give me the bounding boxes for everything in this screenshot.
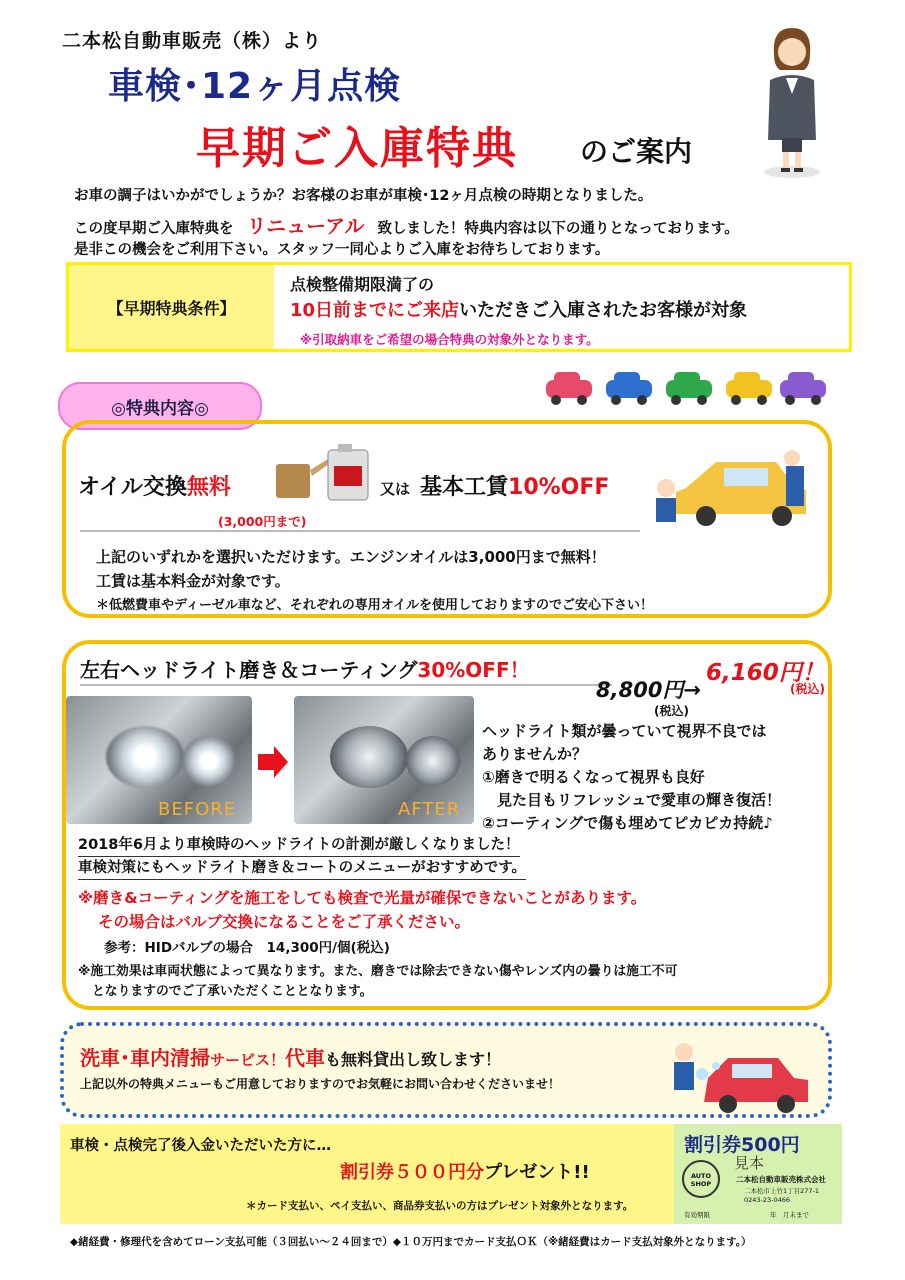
coupon-card-title: 割引券500円 bbox=[684, 1134, 800, 1156]
headlight-warn1: ※磨き&コーティングを施工をしても検査で光量が確保できないことがあります。 bbox=[78, 889, 647, 907]
title-line2-black: のご案内 bbox=[580, 135, 693, 168]
colorful-cars-illustration bbox=[540, 360, 830, 412]
oil-title bbox=[78, 470, 231, 501]
receptionist-illustration bbox=[752, 20, 832, 180]
after-photo bbox=[294, 696, 474, 824]
conditions-line2-black: いただきご入庫されたお客様が対象 bbox=[459, 300, 748, 321]
price-tax1: (税込) bbox=[654, 704, 689, 718]
oil-labor-a: 基本工賃 bbox=[420, 475, 509, 500]
side-line3: ①磨きで明るくなって視界も良好 bbox=[482, 768, 705, 786]
coupon-note: ＊カード支払い、ペイ支払い、商品券支払いの方はプレゼント対象外となります。 bbox=[246, 1200, 634, 1212]
oil-title-free: 無料 bbox=[186, 475, 231, 500]
oil-limit-note: (3,000円まで) bbox=[218, 514, 307, 529]
before-photo bbox=[66, 696, 252, 824]
oil-desc3: ＊低燃費車やディーゼル車など、それぞれの専用オイルを使用しておりますのでご安心下さい！ bbox=[96, 598, 654, 613]
coupon-card bbox=[674, 1124, 842, 1224]
coupon-card-address: 二本松市上竹1丁目277-1 bbox=[744, 1187, 820, 1195]
oil-can-icon bbox=[270, 440, 374, 502]
oil-desc2: 工賃は基本料金が対象です。 bbox=[96, 572, 290, 590]
intro-line3: 是非この機会をご利用下さい。スタッフ一同心よりご入庫をお待ちしております。 bbox=[74, 242, 610, 258]
right-arrow-icon bbox=[256, 744, 290, 780]
oil-connector: 又は bbox=[380, 480, 411, 498]
headlight-side-text bbox=[482, 720, 781, 835]
wash-title bbox=[80, 1042, 501, 1071]
coupon-card-shop: AUTO SHOP bbox=[690, 1172, 712, 1188]
oil-labor-off: 10%OFF bbox=[508, 475, 610, 500]
intro-line2 bbox=[74, 210, 739, 239]
after-label: AFTER bbox=[398, 799, 461, 820]
conditions-line2-red: 10日前までにご来店 bbox=[290, 300, 460, 321]
headlight-title-off: 30%OFF！ bbox=[417, 658, 530, 682]
side-line1: ヘッドライト類が曇っていて視界不良では bbox=[482, 722, 767, 740]
coupon-line2-black: プレゼント!! bbox=[484, 1162, 590, 1183]
title-line1: 車検･12ヶ月点検 bbox=[108, 66, 402, 107]
oil-desc1: 上記のいずれかを選択いただけます。エンジンオイルは3,000円まで無料！ bbox=[96, 548, 606, 566]
conditions-line1: 点検整備期限満了の bbox=[290, 275, 435, 294]
footer-note: ◆緒経費・修理代を含めてローン支払可能（３回払い～２４回まで）◆１０万円までカード支払ＯＫ（※緒経費はカード支払対象外となります。） bbox=[70, 1236, 752, 1248]
intro-line1: お車の調子はいかがでしょうか？お客様のお車が車検･12ヶ月点検の時期となりました。 bbox=[74, 188, 653, 204]
coupon-card-footer-a: 有効期限 bbox=[684, 1211, 710, 1219]
oil-divider bbox=[80, 530, 640, 532]
wash-title-red3: 代車 bbox=[285, 1046, 326, 1070]
headlight-note1: 2018年6月より車検時のヘッドライトの計測が厳しくなりました！ bbox=[78, 834, 520, 857]
mechanic-car-illustration bbox=[646, 448, 816, 528]
benefits-heading: ◎特典内容◎ bbox=[58, 382, 262, 430]
intro-line2-b: 致しました！特典内容は以下の通りとなっております。 bbox=[377, 221, 739, 237]
before-label: BEFORE bbox=[158, 799, 237, 820]
headlight-warn2: その場合はバルブ交換になることをご了承ください。 bbox=[98, 913, 471, 931]
headlight-divider bbox=[80, 684, 612, 686]
headlight-title bbox=[80, 654, 530, 683]
side-line4: 見た目もリフレッシュで愛車の輝き復活！ bbox=[482, 791, 781, 809]
headlight-ref: 参考：HIDバルブの場合 14,300円/個(税込) bbox=[104, 940, 390, 956]
renewal-highlight: リニューアル bbox=[246, 214, 365, 238]
coupon-card-company: 二本松自動車販売株式会社 bbox=[736, 1175, 826, 1184]
coupon-line1: 車検・点検完了後入金いただいた方に… bbox=[70, 1138, 331, 1154]
side-line5: ②コーティングで傷も埋めてピカピカ持続♪ bbox=[482, 814, 773, 832]
oil-labor-title bbox=[420, 470, 609, 501]
coupon-line2 bbox=[340, 1158, 590, 1184]
coupon-card-footer-b: 年 月末まで bbox=[770, 1211, 809, 1219]
conditions-label: 【早期特典条件】 bbox=[69, 265, 274, 349]
coupon-card-tel: 0243-23-0466 bbox=[744, 1196, 791, 1204]
coupon-line2-red: 割引券５００円分 bbox=[340, 1162, 484, 1183]
price-after: 6,160円！ bbox=[706, 660, 825, 686]
car-wash-illustration bbox=[668, 1034, 818, 1114]
sender-line: 二本松自動車販売（株）より bbox=[62, 30, 323, 52]
wash-title-red1: 洗車･車内清掃 bbox=[80, 1046, 210, 1070]
intro-line2-a: この度早期ご入庫特典を bbox=[74, 221, 234, 237]
title-line2-red: 早期ご入庫特典 bbox=[196, 123, 518, 174]
conditions-note: ※引取納車をご希望の場合特典の対象外となります。 bbox=[300, 332, 599, 347]
conditions-line2 bbox=[290, 296, 747, 322]
headlight-title-a: 左右ヘッドライト磨き＆コーティング bbox=[80, 658, 418, 682]
headlight-fine1: ※施工効果は車両状態によって異なります。また、磨きでは除去できない傷やレンズ内の曇りは施工不可 bbox=[78, 964, 678, 979]
headlight-note2: 車検対策にもヘッドライト磨き＆コートのメニューがおすすめです。 bbox=[78, 857, 526, 880]
price-before: 8,800円→ bbox=[596, 678, 702, 702]
side-line2: ありませんか？ bbox=[482, 745, 588, 763]
headlight-notes bbox=[78, 834, 526, 880]
headlight-fine2: となりますのでご了承いただくこととなります。 bbox=[92, 984, 373, 999]
coupon-card-sample: 見本 bbox=[734, 1154, 765, 1172]
wash-title-black: も無料貸出し致します！ bbox=[325, 1050, 502, 1069]
wash-title-red2: サービス！ bbox=[210, 1051, 286, 1069]
oil-title-a: オイル交換 bbox=[78, 475, 187, 500]
wash-sub: 上記以外の特典メニューもご用意しておりますのでお気軽にお問い合わせくださいませ！ bbox=[80, 1077, 561, 1091]
price-tax2: (税込) bbox=[790, 682, 825, 696]
